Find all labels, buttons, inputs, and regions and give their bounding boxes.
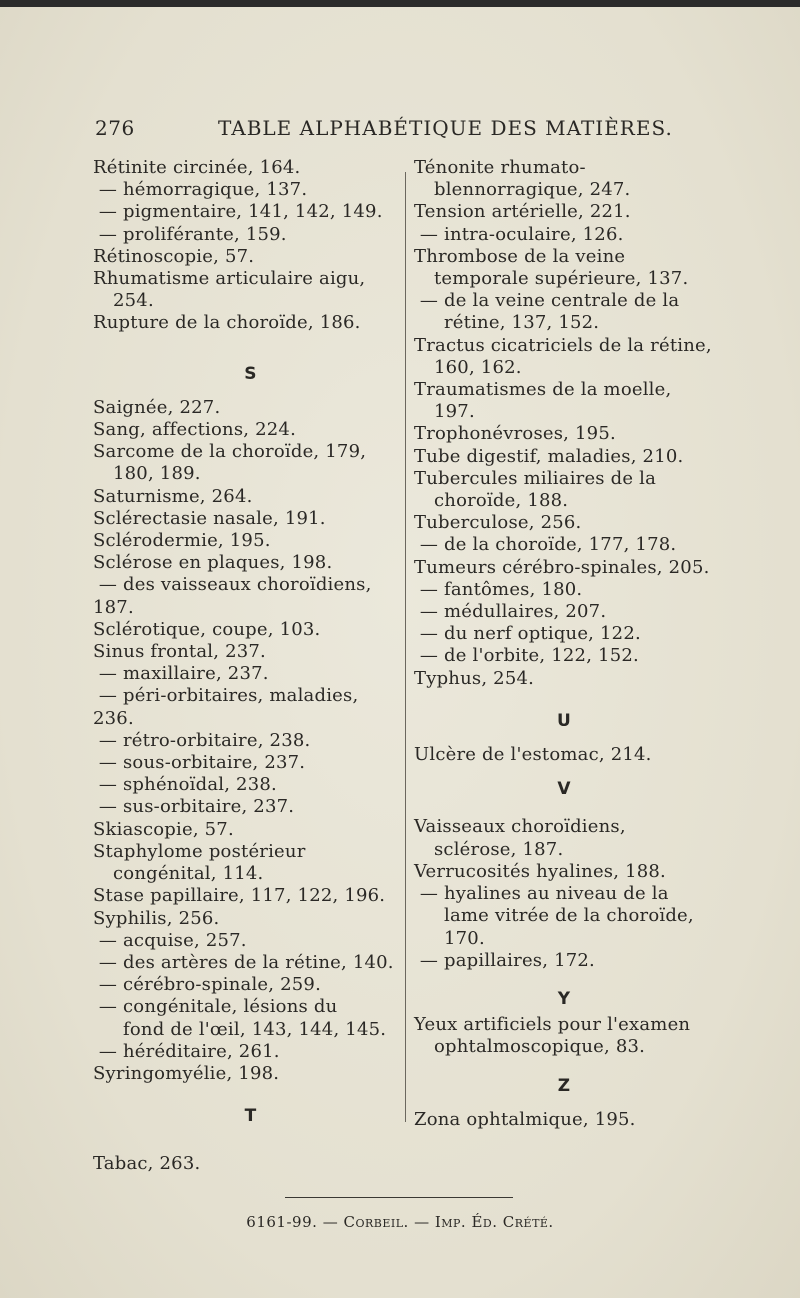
- section-letter-u: U: [556, 710, 571, 731]
- index-entry: Verrucosités hyalines, 188.: [414, 860, 666, 882]
- index-subentry: — rétro-orbitaire, 238.: [98, 729, 311, 751]
- index-entry: Yeux artificiels pour l'examen ophtalmoscopique, 83.: [414, 1014, 691, 1058]
- index-entry: Saignée, 227.: [93, 396, 221, 418]
- index-entry: Saturnisme, 264.: [93, 485, 253, 507]
- index-entry: Trophonévroses, 195.: [414, 423, 616, 445]
- index-entry: Tube digestif, maladies, 210.: [414, 445, 684, 467]
- index-entry: Staphylome postérieur congénital, 114.: [93, 840, 306, 885]
- index-subentry: — cérébro-spinale, 259.: [98, 974, 322, 996]
- imprint-separator: —: [322, 1213, 339, 1231]
- index-subentry: — sphénoïdal, 238.: [98, 774, 277, 796]
- index-entry: Tuberculose, 256.: [414, 512, 582, 534]
- section-letter-v: V: [557, 779, 571, 800]
- index-column-right: [414, 157, 714, 1131]
- index-entry: Rétinoscopie, 57.: [93, 245, 255, 267]
- index-column-left: [93, 157, 408, 1176]
- index-subentry: — péri-orbitaires, maladies,: [98, 685, 359, 707]
- index-subentry: — pigmentaire, 141, 142, 149.: [98, 201, 383, 223]
- imprint-printer: Imp. Éd. Crété.: [434, 1213, 554, 1231]
- section-letter-z: Z: [557, 1075, 571, 1096]
- imprint-place: Corbeil.: [343, 1213, 409, 1231]
- index-entry: Zona ophtalmique, 195.: [414, 1108, 636, 1130]
- index-subentry: — médullaires, 207.: [419, 601, 607, 623]
- index-subentry: — congénitale, lésions du fond de l'œil, 143, 144, 145.: [98, 996, 387, 1040]
- index-entry: Stase papillaire, 117, 122, 196.: [93, 885, 386, 907]
- section-letter-s: S: [244, 363, 257, 384]
- index-continuation: 187.: [93, 596, 134, 618]
- index-subentry: — des artères de la rétine, 140.: [98, 951, 394, 973]
- index-entry: Vaisseaux choroïdiens, sclérose, 187.: [414, 816, 626, 860]
- index-entry: Skiascopie, 57.: [93, 818, 234, 840]
- index-subentry: — papillaires, 172.: [419, 949, 595, 971]
- index-subentry: — hémorragique, 137.: [98, 179, 308, 201]
- index-entry: Sclérectasie nasale, 191.: [93, 507, 326, 529]
- index-entry: Tension artérielle, 221.: [414, 201, 631, 223]
- index-subentry: — de la veine centrale de la rétine, 137, 152.: [419, 290, 680, 334]
- index-entry: Typhus, 254.: [414, 667, 535, 689]
- index-subentry: — intra-oculaire, 126.: [419, 223, 624, 245]
- page-number: 276: [95, 116, 135, 140]
- index-entry: Syringomyélie, 198.: [93, 1062, 280, 1084]
- index-entry: Tractus cicatriciels de la rétine, 160, 162.: [414, 334, 712, 378]
- index-subentry: — du nerf optique, 122.: [419, 623, 641, 645]
- index-entry: Rhumatisme articulaire aigu, 254.: [93, 268, 366, 312]
- index-entry: Tabac, 263.: [93, 1153, 201, 1175]
- index-entry: Thrombose de la veine temporale supérieure, 137.: [414, 245, 689, 290]
- index-subentry: — sous-orbitaire, 237.: [98, 752, 306, 774]
- index-entry: Traumatismes de la moelle, 197.: [414, 379, 672, 423]
- section-letter-t: T: [244, 1106, 257, 1127]
- index-subentry: — de la choroïde, 177, 178.: [419, 534, 677, 556]
- index-subentry: — héréditaire, 261.: [98, 1040, 280, 1062]
- index-subentry: — de l'orbite, 122, 152.: [419, 645, 639, 667]
- imprint-separator: —: [414, 1213, 430, 1231]
- index-entry: Sarcome de la choroïde, 179, 180, 189.: [93, 441, 367, 485]
- index-continuation: 236.: [93, 707, 134, 729]
- index-subentry: — hyalines au niveau de la lame vitrée de la choroïde, 170.: [419, 883, 694, 949]
- page-header: [95, 116, 715, 144]
- index-subentry: — maxillaire, 237.: [98, 663, 269, 685]
- running-title: TABLE ALPHABÉTIQUE DES MATIÈRES.: [218, 116, 673, 140]
- footer-rule: [285, 1197, 513, 1198]
- index-subentry: — fantômes, 180.: [419, 578, 583, 600]
- index-entry: Sinus frontal, 237.: [93, 641, 266, 663]
- index-entry: Tubercules miliaires de la choroïde, 188.: [414, 467, 657, 512]
- top-edge: [0, 0, 800, 7]
- index-entry: Ulcère de l'estomac, 214.: [414, 744, 652, 766]
- printer-imprint: [0, 1213, 800, 1231]
- index-entry: Sclérotique, coupe, 103.: [93, 618, 321, 640]
- index-subentry: — des vaisseaux choroïdiens,: [98, 574, 372, 596]
- index-entry: Ténonite rhumato-blennorragique, 247.: [414, 157, 631, 201]
- index-entry: Syphilis, 256.: [93, 907, 220, 929]
- index-entry: Sang, affections, 224.: [93, 419, 296, 441]
- index-subentry: — sus-orbitaire, 237.: [98, 796, 295, 818]
- imprint-number: 6161-99.: [246, 1213, 318, 1231]
- index-subentry: — proliférante, 159.: [98, 223, 287, 245]
- index-entry: Sclérose en plaques, 198.: [93, 552, 333, 574]
- section-letter-y: Y: [557, 988, 571, 1009]
- index-subentry: — acquise, 257.: [98, 929, 247, 951]
- index-entry: Sclérodermie, 195.: [93, 530, 271, 552]
- index-entry: Tumeurs cérébro-spinales, 205.: [414, 556, 710, 578]
- index-entry: Rétinite circinée, 164.: [93, 157, 301, 178]
- index-entry: Rupture de la choroïde, 186.: [93, 312, 361, 334]
